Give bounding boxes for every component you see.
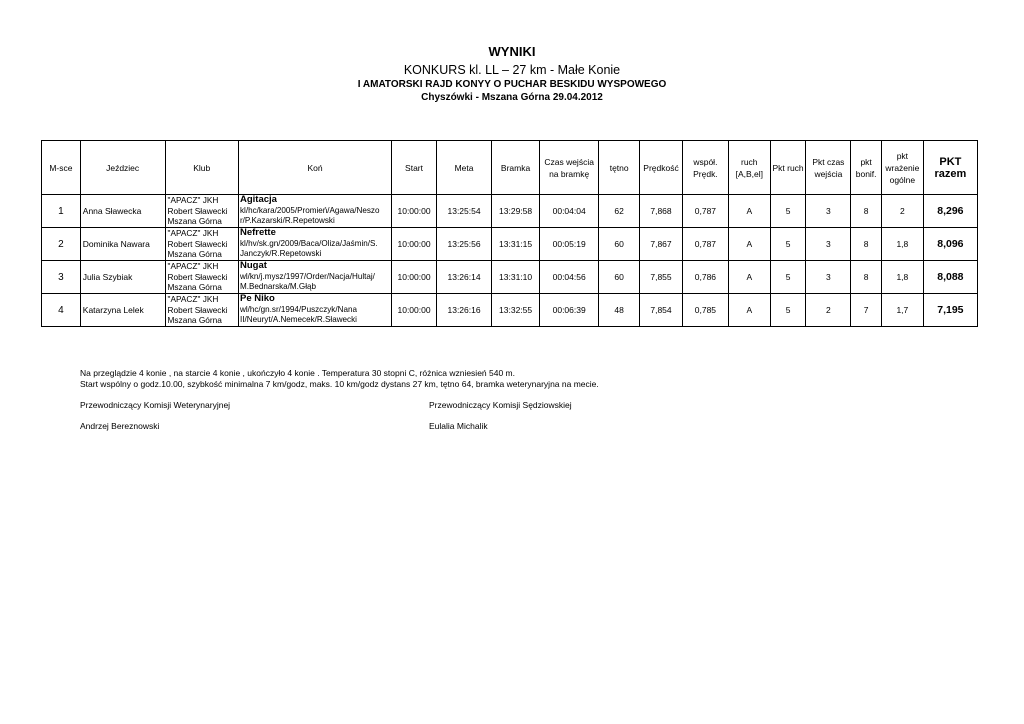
horse-name: Nugat xyxy=(239,260,267,272)
total-points-cell: 8,296 xyxy=(923,195,977,228)
club-cell xyxy=(165,261,238,294)
club-line: Robert Sławecki xyxy=(167,205,228,216)
col-pkt-bonif-header: pkt bonif. xyxy=(851,141,882,195)
heart-rate-cell: 60 xyxy=(599,228,640,261)
finish-time-cell: 13:26:14 xyxy=(436,261,491,294)
col-pkt-wrazenie-header: pkt wrażenie ogólne xyxy=(881,141,923,195)
total-points-cell: 7,195 xyxy=(923,294,977,327)
col-start-header: Start xyxy=(392,141,437,195)
horse-pedigree-line: wl/hc/gn.sr/1994/Puszczyk/Nana xyxy=(239,304,357,314)
col-pkt-razem-header: PKT razem xyxy=(923,141,977,195)
horse-pedigree-line: M.Bednarska/M.Głąb xyxy=(239,282,317,292)
movement-cell: A xyxy=(728,195,770,228)
speed-cell: 7,854 xyxy=(640,294,683,327)
horse-name: Agitacja xyxy=(239,194,277,206)
results-table xyxy=(41,140,978,327)
heart-rate-cell: 48 xyxy=(599,294,640,327)
impression-points-cell: 1,7 xyxy=(881,294,923,327)
entry-time-points-cell: 3 xyxy=(806,261,851,294)
col-meta-header: Meta xyxy=(436,141,491,195)
gate-entry-time-cell: 00:04:56 xyxy=(540,261,599,294)
place-cell: 2 xyxy=(42,228,81,261)
horse-cell xyxy=(238,261,391,294)
vet-commission-title: Przewodniczący Komisji Weterynaryjnej xyxy=(80,400,231,410)
finish-time-cell: 13:25:54 xyxy=(436,195,491,228)
movement-points-cell: 5 xyxy=(770,261,806,294)
col-pkt-ruch-header: Pkt ruch xyxy=(770,141,806,195)
club-line: Mszana Górna xyxy=(167,249,222,260)
club-cell xyxy=(165,195,238,228)
bonus-points-cell: 7 xyxy=(851,294,882,327)
place-date: Chyszówki - Mszana Górna 29.04.2012 xyxy=(421,92,603,103)
rider-cell: Julia Szybiak xyxy=(80,261,165,294)
club-line: Mszana Górna xyxy=(167,282,222,293)
club-line: Robert Sławecki xyxy=(167,304,228,315)
horse-pedigree-line: kl/hv/sk.gn/2009/Baca/Oliza/Jaśmin/S. xyxy=(239,238,378,248)
bonus-points-cell: 8 xyxy=(851,195,882,228)
col-club-header: Klub xyxy=(165,141,238,195)
movement-points-cell: 5 xyxy=(770,294,806,327)
club-line: Mszana Górna xyxy=(167,315,222,326)
speed-coefficient-cell: 0,786 xyxy=(682,261,728,294)
bonus-points-cell: 8 xyxy=(851,228,882,261)
impression-points-cell: 2 xyxy=(881,195,923,228)
table-row xyxy=(42,294,978,327)
movement-cell: A xyxy=(728,261,770,294)
rider-cell: Anna Sławecka xyxy=(80,195,165,228)
speed-cell: 7,855 xyxy=(640,261,683,294)
col-tetno-header: tętno xyxy=(599,141,640,195)
vet-gate-time-cell: 13:31:10 xyxy=(492,261,540,294)
movement-points-cell: 5 xyxy=(770,228,806,261)
table-header-row xyxy=(42,141,978,195)
speed-coefficient-cell: 0,787 xyxy=(682,228,728,261)
col-ruch-header: ruch [A,B,el] xyxy=(728,141,770,195)
horse-cell xyxy=(238,195,391,228)
start-time-cell: 10:00:00 xyxy=(392,195,437,228)
vet-gate-time-cell: 13:29:58 xyxy=(492,195,540,228)
impression-points-cell: 1,8 xyxy=(881,228,923,261)
club-line: Robert Sławecki xyxy=(167,271,228,282)
total-points-cell: 8,088 xyxy=(923,261,977,294)
horse-pedigree-line: II/Neuryt/A.Nemecek/R.Sławecki xyxy=(239,315,357,325)
start-time-cell: 10:00:00 xyxy=(392,261,437,294)
place-cell: 4 xyxy=(42,294,81,327)
place-cell: 1 xyxy=(42,195,81,228)
entry-time-points-cell: 2 xyxy=(806,294,851,327)
gate-entry-time-cell: 00:05:19 xyxy=(540,228,599,261)
entry-time-points-cell: 3 xyxy=(806,228,851,261)
club-line: "APACZ" JKH xyxy=(167,195,219,206)
finish-time-cell: 13:26:16 xyxy=(436,294,491,327)
club-cell xyxy=(165,228,238,261)
start-time-cell: 10:00:00 xyxy=(392,294,437,327)
table-row xyxy=(42,261,978,294)
entry-time-points-cell: 3 xyxy=(806,195,851,228)
horse-name: Pe Niko xyxy=(239,293,275,305)
speed-coefficient-cell: 0,785 xyxy=(682,294,728,327)
note-line-2: Start wspólny o godz.10.00, szybkość minimalna 7 km/godz, maks. 10 km/godz dystans 27 km, tętno 64, bramka weterynaryjna na mecie. xyxy=(80,379,599,389)
rider-cell: Dominika Nawara xyxy=(80,228,165,261)
page-title: WYNIKI xyxy=(488,44,536,59)
col-bramka-header: Bramka xyxy=(492,141,540,195)
total-points-cell: 8,096 xyxy=(923,228,977,261)
heart-rate-cell: 62 xyxy=(599,195,640,228)
col-horse-header: Koń xyxy=(238,141,391,195)
col-czas-wejscia-header: Czas wejścia na bramkę xyxy=(540,141,599,195)
movement-points-cell: 5 xyxy=(770,195,806,228)
col-pkt-czas-header: Pkt czas wejścia xyxy=(806,141,851,195)
impression-points-cell: 1,8 xyxy=(881,261,923,294)
judge-commission-title: Przewodniczący Komisji Sędziowskiej xyxy=(429,400,572,410)
speed-coefficient-cell: 0,787 xyxy=(682,195,728,228)
heart-rate-cell: 60 xyxy=(599,261,640,294)
vet-commission-name: Andrzej Bereznowski xyxy=(80,421,160,431)
table-row xyxy=(42,195,978,228)
horse-pedigree-line: wl/kn/j.mysz/1997/Order/Nacja/Hultaj/ xyxy=(239,271,375,281)
horse-cell xyxy=(238,294,391,327)
col-predkosc-header: Prędkość xyxy=(640,141,683,195)
judge-commission-name: Eulalia Michalik xyxy=(429,421,488,431)
speed-cell: 7,868 xyxy=(640,195,683,228)
vet-gate-time-cell: 13:32:55 xyxy=(492,294,540,327)
col-rider-header: Jeździec xyxy=(80,141,165,195)
horse-pedigree-line: kl/hc/kara/2005/Promień/Agawa/Neszo xyxy=(239,205,380,215)
club-cell xyxy=(165,294,238,327)
event-name: I AMATORSKI RAJD KONYY O PUCHAR BESKIDU WYSPOWEGO xyxy=(357,79,667,90)
club-line: Mszana Górna xyxy=(167,216,222,227)
horse-name: Nefrette xyxy=(239,227,276,239)
col-wspol-predk-header: współ. Prędk. xyxy=(682,141,728,195)
finish-time-cell: 13:25:56 xyxy=(436,228,491,261)
table-row xyxy=(42,228,978,261)
gate-entry-time-cell: 00:06:39 xyxy=(540,294,599,327)
start-time-cell: 10:00:00 xyxy=(392,228,437,261)
rider-cell: Katarzyna Lelek xyxy=(80,294,165,327)
col-place-header: M-sce xyxy=(42,141,81,195)
horse-cell xyxy=(238,228,391,261)
movement-cell: A xyxy=(728,228,770,261)
movement-cell: A xyxy=(728,294,770,327)
horse-pedigree-line: r/P.Kazarski/R.Repetowski xyxy=(239,216,335,226)
club-line: "APACZ" JKH xyxy=(167,261,219,272)
horse-pedigree-line: Janczyk/R.Repetowski xyxy=(239,249,322,259)
competition-subtitle: KONKURS kl. LL – 27 km - Małe Konie xyxy=(403,63,621,77)
speed-cell: 7,867 xyxy=(640,228,683,261)
place-cell: 3 xyxy=(42,261,81,294)
vet-gate-time-cell: 13:31:15 xyxy=(492,228,540,261)
club-line: "APACZ" JKH xyxy=(167,294,219,305)
bonus-points-cell: 8 xyxy=(851,261,882,294)
gate-entry-time-cell: 00:04:04 xyxy=(540,195,599,228)
note-line-1: Na przeglądzie 4 konie , na starcie 4 konie , ukończyło 4 konie . Temperatura 30 stopni C, różnica wzniesień 540 m. xyxy=(80,368,515,378)
club-line: Robert Sławecki xyxy=(167,238,228,249)
club-line: "APACZ" JKH xyxy=(167,228,219,239)
